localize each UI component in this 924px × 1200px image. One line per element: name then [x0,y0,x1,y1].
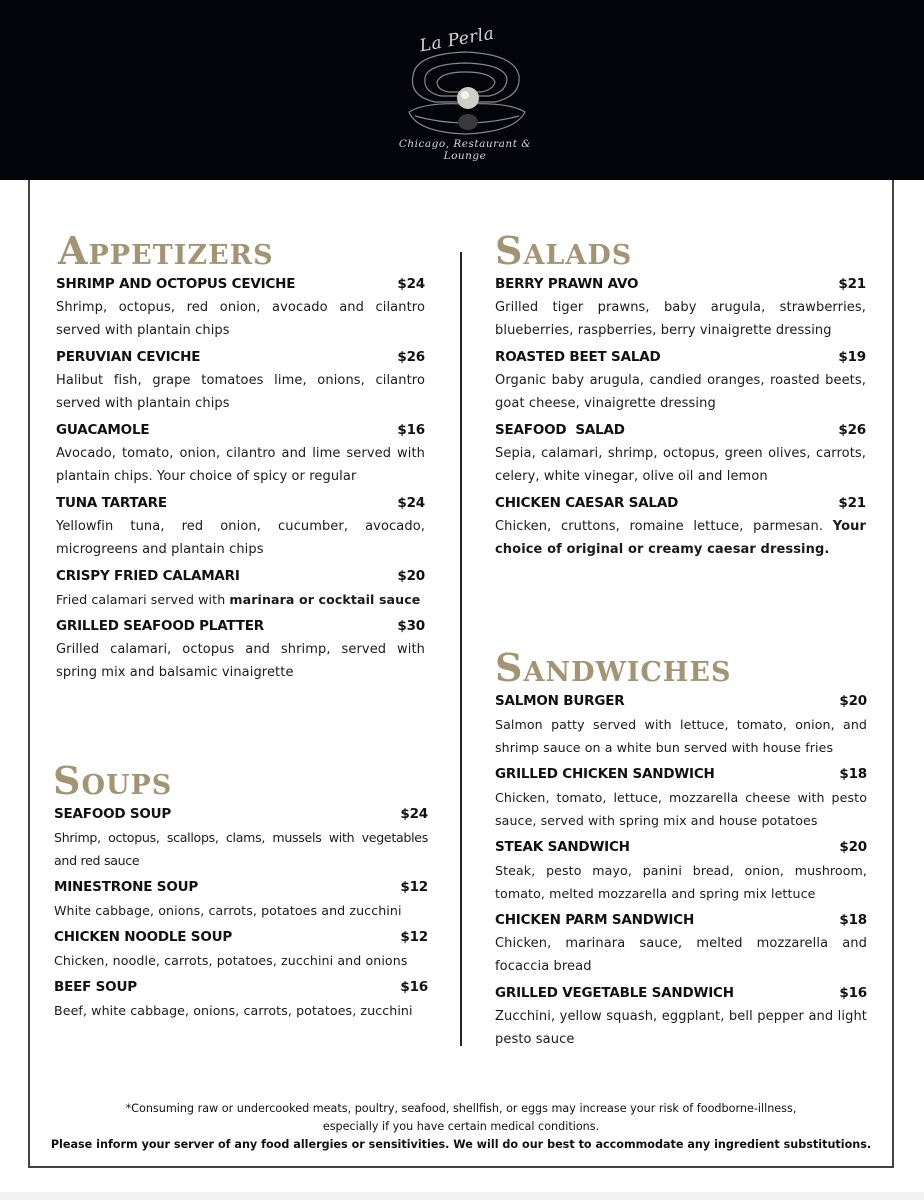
logo-name: La Perla [418,23,496,57]
item-name: SEAFOOD SALAD [495,422,625,438]
item-price: $21 [838,495,866,511]
menu-item [495,419,866,488]
item-name: GRILLED VEGETABLE SANDWICH [495,985,734,1001]
section-title-soups: Soups [53,758,173,803]
item-price: $12 [400,879,428,895]
salads-list [495,273,866,565]
item-description: Organic baby arugula, candied oranges, roasted beets, goat cheese, vinaigrette dressing [495,373,866,411]
sandwiches-list [495,690,867,1055]
item-name: SHRIMP AND OCTOPUS CEVICHE [56,276,296,292]
item-price: $16 [839,985,867,1001]
menu-item [54,803,428,872]
item-description: Shrimp, octopus, scallops, clams, mussels with vegetables and red sauce [54,830,428,868]
item-price: $24 [397,495,425,511]
item-name: ROASTED BEET SALAD [495,349,661,365]
item-name: PERUVIAN CEVICHE [56,349,201,365]
item-price: $20 [839,839,867,855]
item-description: Halibut fish, grape tomatoes lime, onions, cilantro served with plantain chips [56,373,425,411]
menu-item [56,273,425,342]
item-name: GRILLED SEAFOOD PLATTER [56,618,264,634]
appetizers-list [56,273,425,688]
item-price: $20 [839,693,867,709]
item-description: Zucchini, yellow squash, eggplant, bell pepper and light pesto sauce [495,1009,867,1047]
item-description: Sepia, calamari, shrimp, octopus, green olives, carrots, celery, white vinegar, olive oil and lemon [495,446,866,484]
item-description: White cabbage, onions, carrots, potatoes and zucchini [54,903,402,918]
item-price: $16 [397,422,425,438]
item-price: $18 [839,912,867,928]
la-perla-logo [385,18,545,168]
item-price: $16 [400,979,428,995]
item-name: BERRY PRAWN AVO [495,276,639,292]
menu-item [495,690,867,759]
menu-item [495,492,866,561]
item-description: Steak, pesto mayo, panini bread, onion, mushroom, tomato, melted mozzarella and spring mix lettuce [495,863,867,901]
menu-item [495,909,867,978]
item-description: Grilled tiger prawns, baby arugula, strawberries, blueberries, raspberries, berry vinaigrette dressing [495,300,866,338]
item-description: Fried calamari served with marinara or cocktail sauce [56,592,421,607]
menu-item [56,492,425,561]
column-divider [460,252,462,1046]
menu-item [56,615,425,684]
item-name: TUNA TARTARE [56,495,167,511]
item-name: CRISPY FRIED CALAMARI [56,568,240,584]
menu-item [54,926,428,972]
item-name: GUACAMOLE [56,422,150,438]
menu-item [495,273,866,342]
menu-item [54,876,428,922]
item-description: Salmon patty served with lettuce, tomato, onion, and shrimp sauce on a white bun served with house fries [495,717,867,755]
item-name: STEAK SANDWICH [495,839,630,855]
item-price: $19 [838,349,866,365]
item-description: Chicken, noodle, carrots, potatoes, zucchini and onions [54,953,408,968]
item-name: BEEF SOUP [54,979,137,995]
item-price: $12 [400,929,428,945]
disclaimer-line-1: *Consuming raw or undercooked meats, poultry, seafood, shellfish, or eggs may increase your risk of foodborne-illness, [125,1102,797,1115]
item-description: Chicken, cruttons, romaine lettuce, parmesan. Your choice of original or creamy caesar dressing. [495,519,866,557]
menu-item [495,346,866,415]
item-price: $21 [838,276,866,292]
item-price: $24 [397,276,425,292]
item-description: Yellowfin tuna, red onion, cucumber, avocado, microgreens and plantain chips [56,519,425,557]
menu-header [0,0,924,180]
section-title-salads: Salads [495,228,633,273]
section-title-sandwiches: Sandwiches [495,645,732,690]
item-name: SALMON BURGER [495,693,625,709]
item-description: Shrimp, octopus, red onion, avocado and cilantro served with plantain chips [56,300,425,338]
item-description: Beef, white cabbage, onions, carrots, potatoes, zucchini [54,1003,413,1018]
item-description: Avocado, tomato, onion, cilantro and lime served with plantain chips. Your choice of spicy or regular [56,446,425,484]
oyster-pearl-icon [385,36,545,146]
soups-list [54,803,428,1026]
menu-item [56,419,425,488]
item-description: Chicken, tomato, lettuce, mozzarella cheese with pesto sauce, served with spring mix and house potatoes [495,790,867,828]
item-name: CHICKEN CAESAR SALAD [495,495,679,511]
section-title-appetizers: Appetizers [58,228,274,273]
menu-item [56,346,425,415]
item-price: $18 [839,766,867,782]
menu-item [56,565,425,611]
item-name: CHICKEN NOODLE SOUP [54,929,233,945]
item-price: $26 [838,422,866,438]
menu-item [495,982,867,1051]
item-price: $24 [400,806,428,822]
menu-item [495,763,867,832]
allergy-disclaimer [30,1100,892,1154]
disclaimer-line-2: especially if you have certain medical conditions. [322,1120,600,1133]
menu-item [495,836,867,905]
item-name: GRILLED CHICKEN SANDWICH [495,766,715,782]
logo-tagline: Chicago, Restaurant & Lounge [398,138,532,162]
item-price: $20 [397,568,425,584]
menu-item [54,976,428,1022]
item-price: $30 [397,618,425,634]
item-name: CHICKEN PARM SANDWICH [495,912,695,928]
disclaimer-line-3: Please inform your server of any food allergies or sensitivities. We will do our best to accommodate any ingredient substitutions. [50,1138,872,1151]
item-name: SEAFOOD SOUP [54,806,172,822]
item-price: $26 [397,349,425,365]
item-name: MINESTRONE SOUP [54,879,199,895]
item-description: Chicken, marinara sauce, melted mozzarella and focaccia bread [495,936,867,974]
page-bottom-edge [0,1192,924,1200]
item-description: Grilled calamari, octopus and shrimp, served with spring mix and balsamic vinaigrette [56,642,425,680]
